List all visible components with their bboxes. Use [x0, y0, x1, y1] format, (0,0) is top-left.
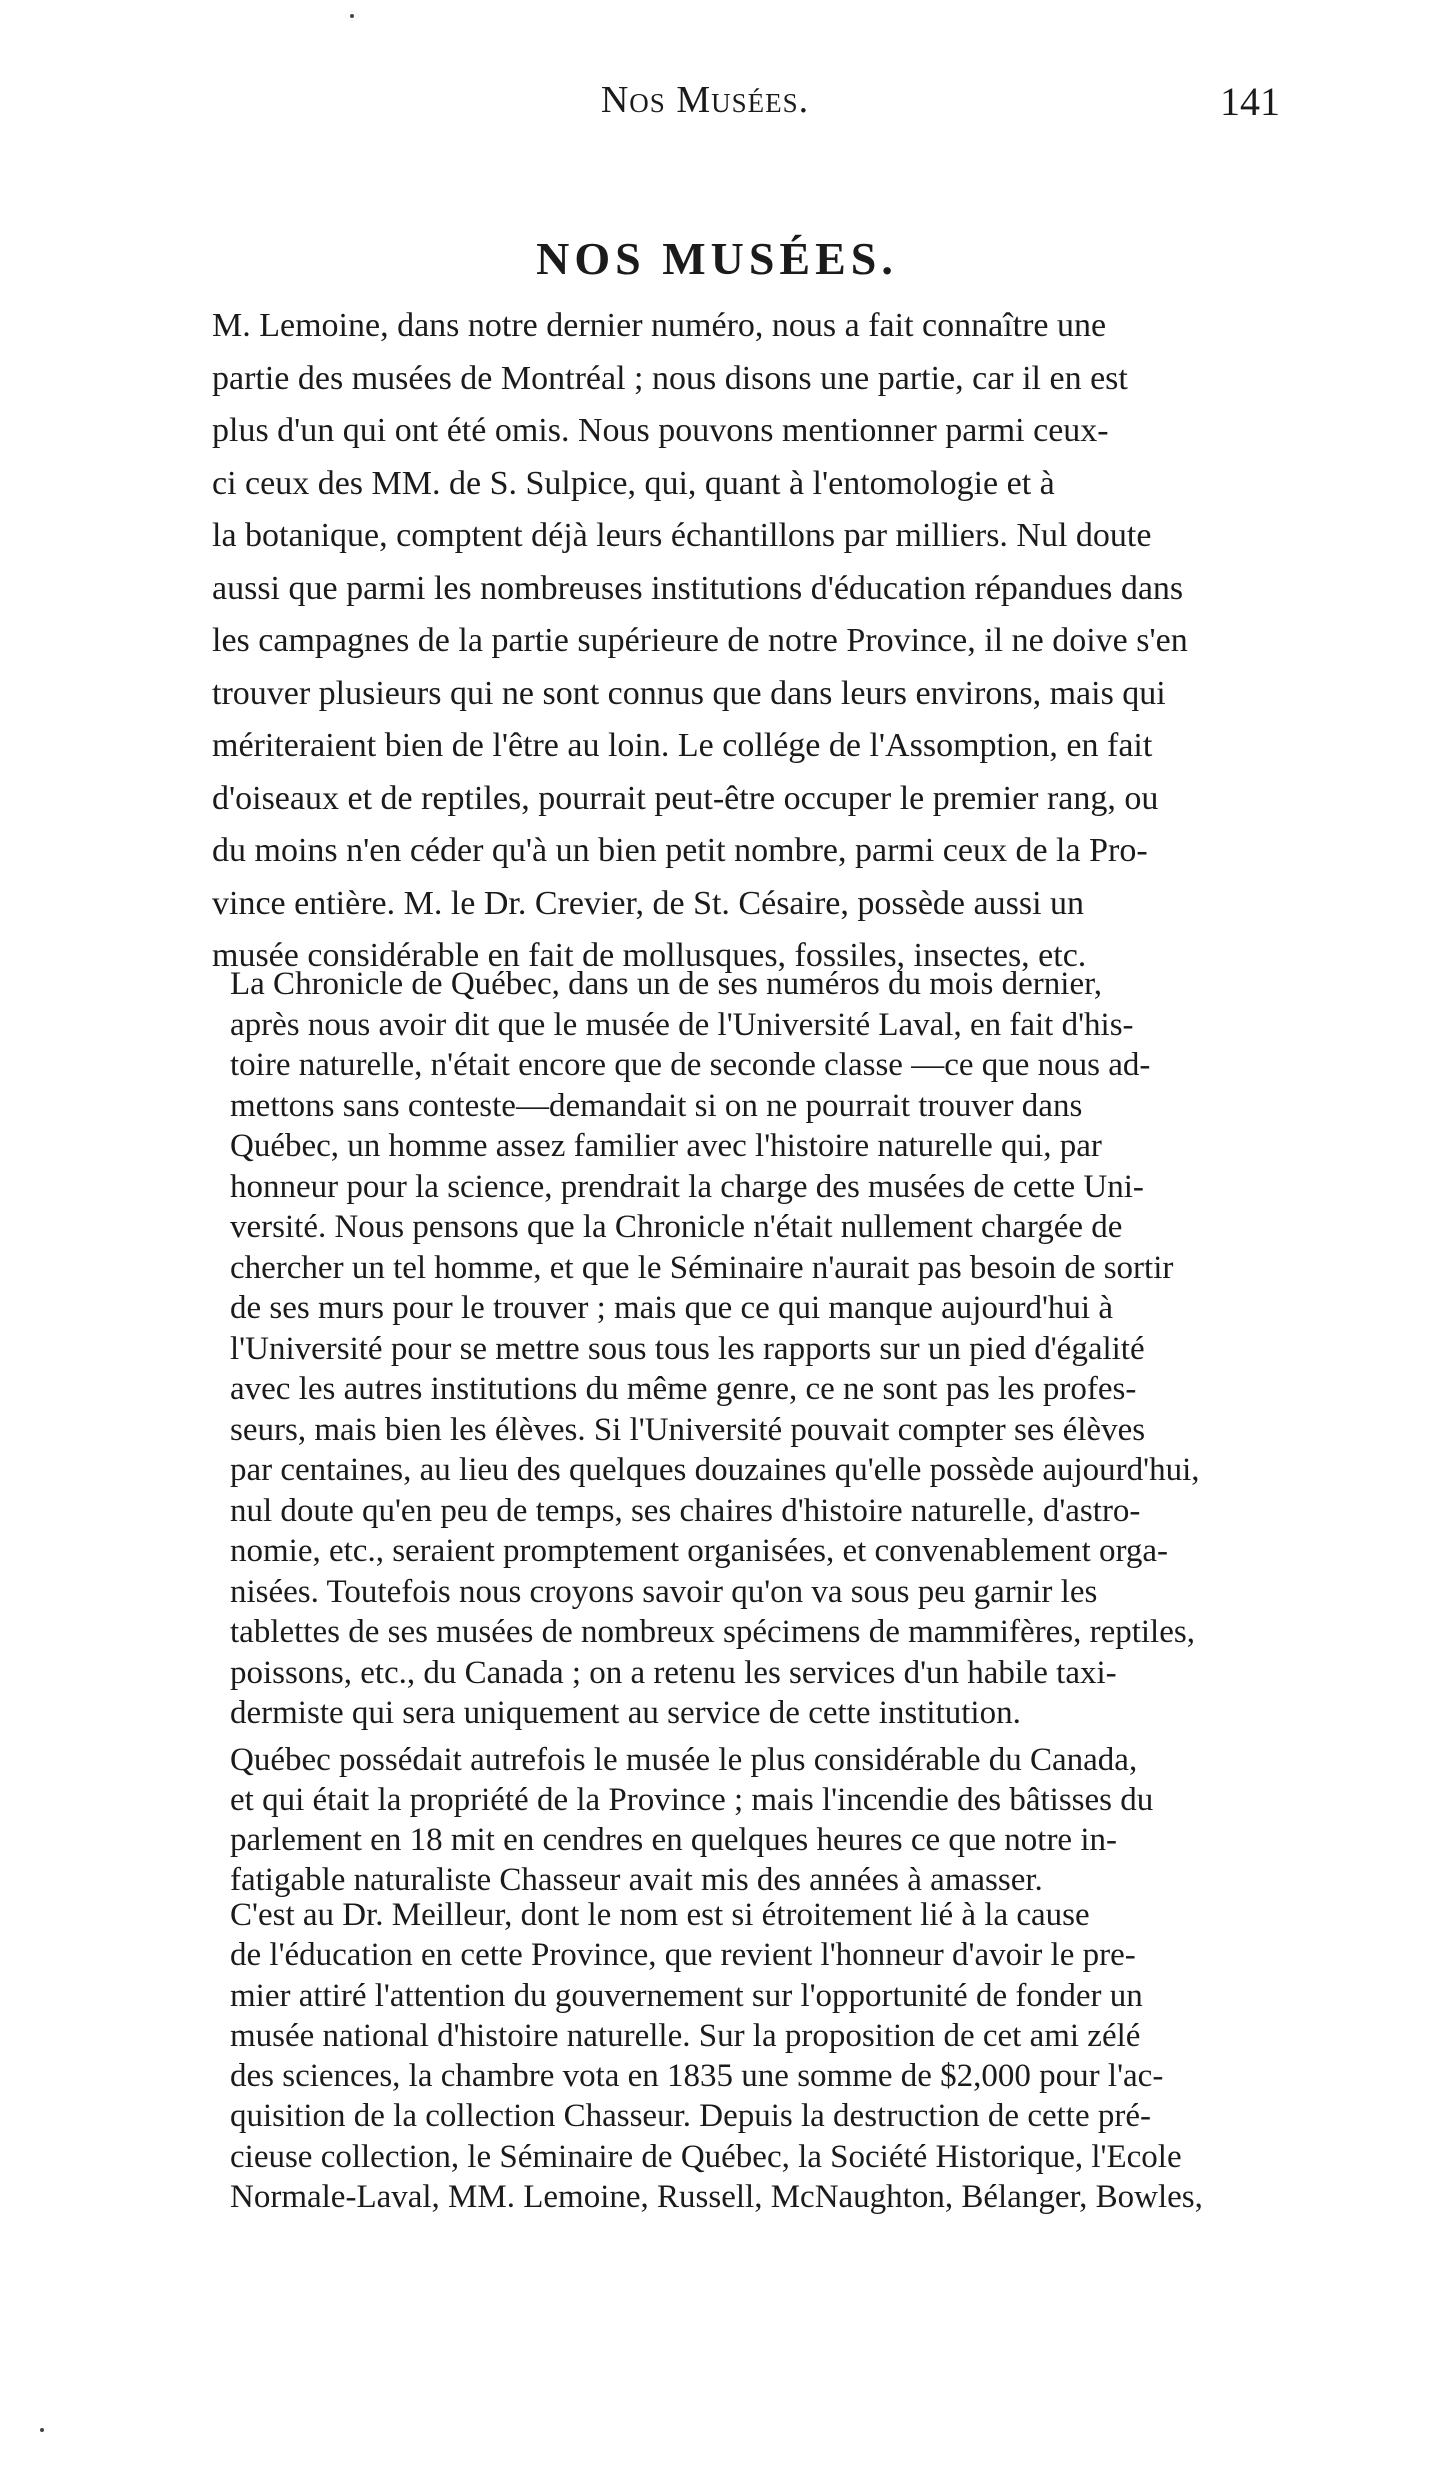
text-line: de l'éducation en cette Province, que revient l'honneur d'avoir le pre- [230, 1937, 1136, 1974]
text-line: chercher un tel homme, et que le Séminaire n'aurait pas besoin de sortir [230, 1249, 1174, 1286]
text-line: et qui était la propriété de la Province ; mais l'incendie des bâtisses du [230, 1782, 1154, 1818]
running-head-title: Nos Musées. [600, 79, 810, 121]
text-line: dermiste qui sera uniquement au service de cette institution. [230, 1695, 1021, 1731]
paragraph-4 [130, 1895, 1280, 2217]
paragraph-3 [130, 1740, 1280, 1900]
text-line: parlement en 18 mit en cendres en quelques heures ce que notre in- [230, 1822, 1117, 1858]
text-line: fatigable naturaliste Chasseur avait mis des années à amasser. [230, 1862, 1043, 1898]
text-line: Québec possédait autrefois le musée le plus considérable du Canada, [230, 1742, 1138, 1778]
text-line: mériteraient bien de l'être au loin. Le collége de l'Assomption, en fait [212, 727, 1153, 764]
text-line: par centaines, au lieu des quelques douzaines qu'elle possède aujourd'hui, [230, 1452, 1200, 1488]
text-line: M. Lemoine, dans notre dernier numéro, nous a fait connaître une [212, 307, 1107, 344]
text-line: ci ceux des MM. de S. Sulpice, qui, quant à l'entomologie et à [212, 464, 1055, 502]
paragraph-2 [130, 964, 1280, 1734]
text-line: la botanique, comptent déjà leurs échantillons par milliers. Nul doute [212, 517, 1152, 554]
text-line: de ses murs pour le trouver ; mais que ce qui manque aujourd'hui à [230, 1290, 1113, 1326]
text-line: quisition de la collection Chasseur. Depuis la destruction de cette pré- [230, 2098, 1151, 2135]
text-line: toire naturelle, n'était encore que de seconde classe —ce que nous ad- [230, 1047, 1151, 1083]
text-line: avec les autres institutions du même genre, ce ne sont pas les profes- [230, 1371, 1137, 1407]
text-line: l'Université pour se mettre sous tous les rapports sur un pied d'égalité [230, 1330, 1145, 1367]
print-speck [40, 2428, 44, 2432]
paragraph-1 [130, 300, 1280, 983]
text-line: La Chronicle de Québec, dans un de ses numéros du mois dernier, [230, 966, 1103, 1002]
text-line: honneur pour la science, prendrait la charge des musées de cette Uni- [230, 1168, 1144, 1205]
text-line: mettons sans conteste—demandait si on ne pourrait trouver dans [230, 1087, 1083, 1124]
text-line: après nous avoir dit que le musée de l'Université Laval, en fait d'his- [230, 1006, 1134, 1043]
text-line: vince entière. M. le Dr. Crevier, de St. Césaire, possède aussi un [212, 884, 1085, 922]
text-line: musée considérable en fait de mollusques, fossiles, insectes, etc. [212, 937, 1087, 974]
text-line: nul doute qu'en peu de temps, ses chaires d'histoire naturelle, d'astro- [230, 1492, 1141, 1529]
text-line: du moins n'en céder qu'à un bien petit nombre, parmi ceux de la Pro- [212, 832, 1148, 869]
text-line: C'est au Dr. Meilleur, dont le nom est si étroitement lié à la cause [230, 1897, 1090, 1933]
text-line: versité. Nous pensons que la Chronicle n'était nullement chargée de [230, 1209, 1123, 1245]
article-title: NOS MUSÉES. [536, 233, 898, 284]
text-line: seurs, mais bien les élèves. Si l'Université pouvait compter ses élèves [230, 1411, 1146, 1448]
print-speck [350, 14, 354, 18]
text-line: tablettes de ses musées de nombreux spécimens de mammifères, reptiles, [230, 1614, 1195, 1650]
text-line: partie des musées de Montréal ; nous disons une partie, car il en est [212, 359, 1128, 397]
text-line: poissons, etc., du Canada ; on a retenu les services d'un habile taxi- [230, 1654, 1117, 1691]
text-line: d'oiseaux et de reptiles, pourrait peut-être occuper le premier rang, ou [212, 779, 1159, 817]
running-head [130, 78, 1280, 138]
text-line: musée national d'histoire naturelle. Sur la proposition de cet ami zélé [230, 2017, 1141, 2054]
text-line: plus d'un qui ont été omis. Nous pouvons mentionner parmi ceux- [212, 412, 1109, 449]
text-line: mier attiré l'attention du gouvernement sur l'opportunité de fonder un [230, 1977, 1143, 2014]
text-line: nisées. Toutefois nous croyons savoir qu'on va sous peu garnir les [230, 1573, 1098, 1610]
text-line: Québec, un homme assez familier avec l'histoire naturelle qui, par [230, 1128, 1102, 1164]
text-line: nomie, etc., seraient promptement organisées, et convenablement orga- [230, 1533, 1169, 1569]
text-line: Normale-Laval, MM. Lemoine, Russell, McNaughton, Bélanger, Bowles, [230, 2179, 1203, 2216]
text-line: trouver plusieurs qui ne sont connus que dans leurs environs, mais qui [212, 674, 1166, 712]
text-line: les campagnes de la partie supérieure de notre Province, il ne doive s'en [212, 622, 1188, 659]
text-line: des sciences, la chambre vota en 1835 une somme de $2,000 pour l'ac- [230, 2058, 1164, 2095]
text-line: aussi que parmi les nombreuses institutions d'éducation répandues dans [212, 569, 1184, 607]
text-line: cieuse collection, le Séminaire de Québec, la Société Historique, l'Ecole [230, 2138, 1182, 2175]
page-number: 141 [1220, 79, 1280, 124]
